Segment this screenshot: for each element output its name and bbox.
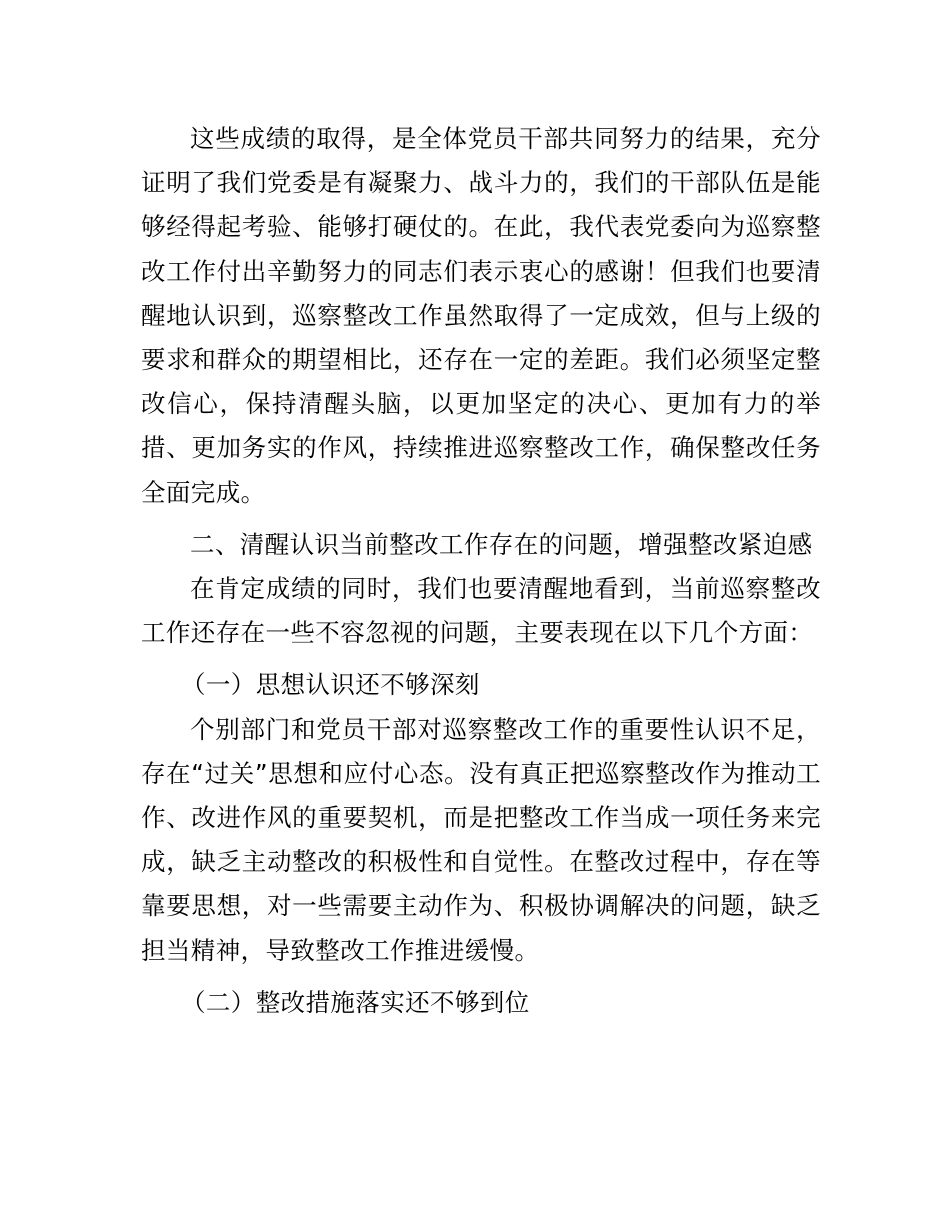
paragraph-ideological-awareness: 个别部门和党员干部对巡察整改工作的重要性认识不足，存在“过关”思想和应付心态。没有真正把巡察整改作为推动工作、改进作风的重要契机，而是把整改工作当成一项任务来完成，缺乏主动整改的积极性和自觉性。在整改过程中，存在等靠要思想，对一些需要主动作为、积极协调解决的问题，缺乏担当精神，导致整改工作推进缓慢。 — [141, 714, 821, 965]
paragraph-problems-intro: 在肯定成绩的同时，我们也要清醒地看到，当前巡察整改工作还存在一些不容忽视的问题，主要表现在以下几个方面： — [141, 574, 821, 648]
document-body — [141, 117, 821, 1025]
section-heading-problems: 二、清醒认识当前整改工作存在的问题，增强整改紧迫感 — [190, 529, 813, 559]
paragraph-achievements: 这些成绩的取得，是全体党员干部共同努力的结果，充分证明了我们党委是有凝聚力、战斗力的，我们的干部队伍是能够经得起考验、能够打硬仗的。在此，我代表党委向为巡察整改工作付出辛勤努力的同志们表示衷心的感谢！但我们也要清醒地认识到，巡察整改工作虽然取得了一定成效，但与上级的要求和群众的期望相比，还存在一定的差距。我们必须坚定整改信心，保持清醒头脑，以更加坚定的决心、更加有力的举措、更加务实的作风，持续推进巡察整改工作，确保整改任务全面完成。 — [141, 124, 821, 507]
subheading-measures-implementation: （二）整改措施落实还不够到位 — [181, 987, 530, 1017]
subheading-ideological-awareness: （一）思想认识还不够深刻 — [181, 670, 480, 700]
